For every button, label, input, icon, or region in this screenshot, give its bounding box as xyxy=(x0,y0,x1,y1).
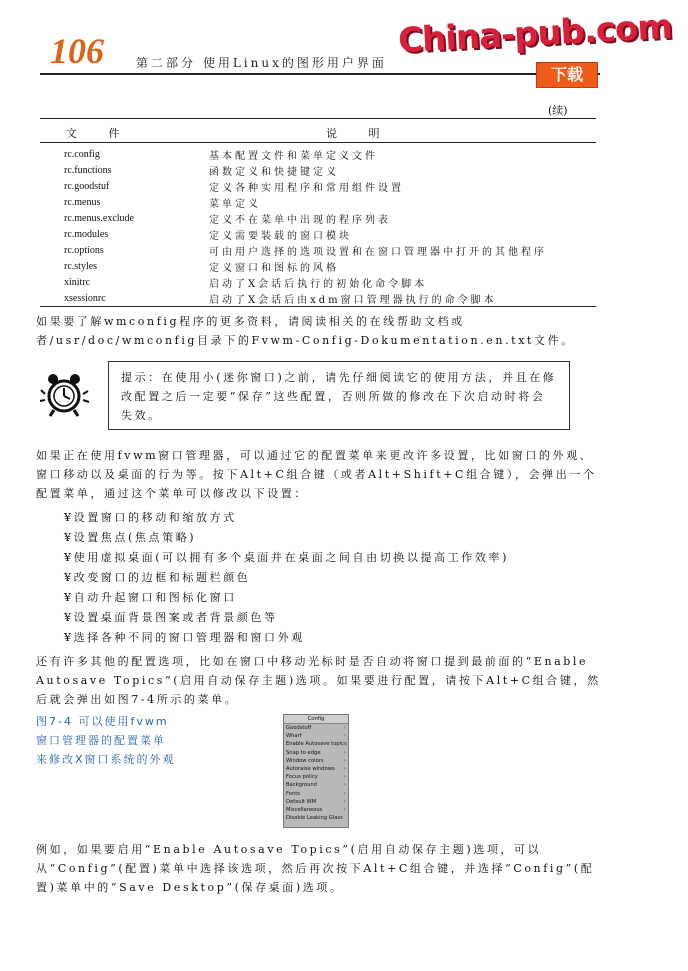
submenu-arrow-icon: › xyxy=(343,733,346,740)
file-name: xsessionrc xyxy=(64,292,106,304)
table-row xyxy=(64,194,604,210)
site-logo[interactable] xyxy=(397,7,673,61)
table-header-desc: 说 明 xyxy=(326,127,394,140)
settings-list xyxy=(64,508,509,648)
file-description: 函数定义和快捷键定义 xyxy=(209,166,339,178)
list-item: ¥自动升起窗口和图标化窗口 xyxy=(64,591,237,604)
list-item: ¥使用虚拟桌面(可以拥有多个桌面并在桌面之间自由切换以提高工作效率) xyxy=(64,551,509,564)
figure-caption: 图7-4 可以使用fvwm窗口管理器的配置菜单来修改X窗口系统的外观 xyxy=(36,715,176,766)
paragraph-fvwm-config: 如果正在使用fvwm窗口管理器，可以通过它的配置菜单来更改许多设置，比如窗口的外观、窗口移动以及桌面的行为等。按下Alt+C组合键（或者Alt+Shift+C组合键），会弹出一个配置菜单，通过这个菜单可以修改以下设置： xyxy=(36,449,597,500)
file-description: 定义需要装载的窗口模块 xyxy=(209,230,352,242)
file-name: xinitrc xyxy=(64,276,91,288)
file-name: rc.config xyxy=(64,148,100,160)
menu-item-disable-leaking-glass[interactable] xyxy=(284,814,348,822)
menu-item-label: Snap to edge xyxy=(286,749,321,756)
menu-item-enable-autosave[interactable] xyxy=(284,740,348,748)
table-continued-mark: (续) xyxy=(548,104,568,117)
file-description: 基本配置文件和菜单定义文件 xyxy=(209,150,378,162)
menu-item-autoraise[interactable] xyxy=(284,765,348,773)
file-name: rc.menus.exclude xyxy=(64,212,134,224)
file-name: rc.functions xyxy=(64,164,112,176)
file-name: rc.goodstuf xyxy=(64,180,110,192)
table-row xyxy=(64,274,604,290)
file-name: rc.modules xyxy=(64,228,109,240)
list-item: ¥设置焦点(焦点策略) xyxy=(64,531,197,544)
menu-item-label: Default WM xyxy=(286,798,317,805)
menu-item-label: Autoraise windows xyxy=(286,765,335,772)
header-rule xyxy=(40,73,600,75)
file-name: rc.menus xyxy=(64,196,101,208)
table-rule-bottom xyxy=(40,306,596,307)
table-header-file: 文 件 xyxy=(66,127,134,140)
menu-item-goodstuff[interactable] xyxy=(284,724,348,732)
menu-item-miscellaneous[interactable] xyxy=(284,806,348,814)
table-rule-top xyxy=(40,118,596,119)
file-description: 启动了X会话后执行的初始化命令脚本 xyxy=(209,278,428,290)
menu-item-snap-to-edge[interactable] xyxy=(284,749,348,757)
logo-text: China-pub xyxy=(397,11,585,62)
table-row xyxy=(64,162,604,178)
menu-item-label: Wharf xyxy=(286,733,302,740)
table-row xyxy=(64,226,604,242)
file-description: 定义窗口和图标的风格 xyxy=(209,262,339,274)
table-body xyxy=(64,146,604,306)
submenu-arrow-icon: › xyxy=(343,806,346,813)
menu-item-window-colors[interactable] xyxy=(284,757,348,765)
table-row xyxy=(64,178,604,194)
tip-box: 提示：在使用小(迷你窗口)之前，请先仔细阅读它的使用方法，并且在修改配置之后一定要“保存”这些配置，否则所做的修改在下次启动时将会失效。 xyxy=(108,361,570,430)
menu-item-label: Goodstuff xyxy=(286,725,312,731)
submenu-arrow-icon: › xyxy=(343,765,346,772)
menu-item-background[interactable] xyxy=(284,781,348,789)
file-name: rc.styles xyxy=(64,260,98,272)
submenu-arrow-icon: › xyxy=(343,782,346,789)
list-item: ¥选择各种不同的窗口管理器和窗口外观 xyxy=(64,631,305,644)
file-description: 启动了X会话后由xdm窗口管理器执行的命令脚本 xyxy=(209,294,497,306)
logo-suffix: .com xyxy=(582,6,673,52)
submenu-arrow-icon: › xyxy=(343,725,346,731)
menu-item-label: Disable Leaking Glass xyxy=(286,815,343,822)
menu-item-label: Window colors xyxy=(286,757,324,764)
menu-item-label: Enable Autosave topics xyxy=(286,741,347,748)
config-menu xyxy=(283,714,349,828)
submenu-arrow-icon: › xyxy=(343,790,346,797)
table-row xyxy=(64,290,604,306)
list-item: ¥设置桌面背景图案或者背景颜色等 xyxy=(64,611,278,624)
download-button[interactable]: 下载 xyxy=(536,62,598,88)
table-row xyxy=(64,146,604,162)
table-row xyxy=(64,242,604,258)
file-description: 可由用户选择的选项设置和在窗口管理器中打开的其他程序 xyxy=(209,246,547,258)
paragraph-more-options: 还有许多其他的配置选项，比如在窗口中移动光标时是否自动将窗口提到最前面的“Enable Autosave Topics”(启用自动保存主题)选项。如果要进行配置，请按下Alt+C组合键，然后就会弹出如图7-4所示的菜单。 xyxy=(36,655,601,706)
menu-item-default-wm[interactable] xyxy=(284,798,348,806)
file-description: 定义不在菜单中出现的程序列表 xyxy=(209,214,391,226)
menu-item-label: Fonts xyxy=(286,790,300,797)
submenu-arrow-icon: › xyxy=(343,774,346,781)
menu-item-wharf[interactable] xyxy=(284,732,348,740)
paragraph-save-desktop: 例如，如果要启用“Enable Autosave Topics”(启用自动保存主题)选项，可以从“Config”(配置)菜单中选择该选项，然后再次按下Alt+C组合键，并选择“Config”(配置)菜单中的“Save Desktop”(保存桌面)选项。 xyxy=(36,843,595,894)
file-name: rc.options xyxy=(64,244,104,256)
table-row xyxy=(64,210,604,226)
menu-item-fonts[interactable] xyxy=(284,790,348,798)
list-item: ¥设置窗口的移动和缩放方式 xyxy=(64,511,237,524)
submenu-arrow-icon: › xyxy=(343,749,346,756)
menu-title: Config xyxy=(284,715,348,724)
menu-item-label: Background xyxy=(286,782,317,789)
alarm-clock-icon xyxy=(40,366,92,418)
file-description: 定义各种实用程序和常用组件设置 xyxy=(209,182,404,194)
page-number: 106 xyxy=(50,31,104,71)
file-description: 菜单定义 xyxy=(209,198,261,210)
list-item: ¥改变窗口的边框和标题栏颜色 xyxy=(64,571,251,584)
submenu-arrow-icon: › xyxy=(343,798,346,805)
running-title: 第二部分 使用Linux的图形用户界面 xyxy=(136,56,387,70)
paragraph-wmconfig: 如果要了解wmconfig程序的更多资料，请阅读相关的在线帮助文档或者/usr/doc/wmconfig目录下的Fvwm-Config-Dokumentation.en.txt文件。 xyxy=(36,315,575,347)
menu-item-label: Focus policy xyxy=(286,774,318,781)
menu-item-focus-policy[interactable] xyxy=(284,773,348,781)
table-rule-mid xyxy=(40,142,596,143)
submenu-arrow-icon: › xyxy=(343,757,346,764)
menu-item-label: Miscellaneous xyxy=(286,806,323,813)
table-row xyxy=(64,258,604,274)
